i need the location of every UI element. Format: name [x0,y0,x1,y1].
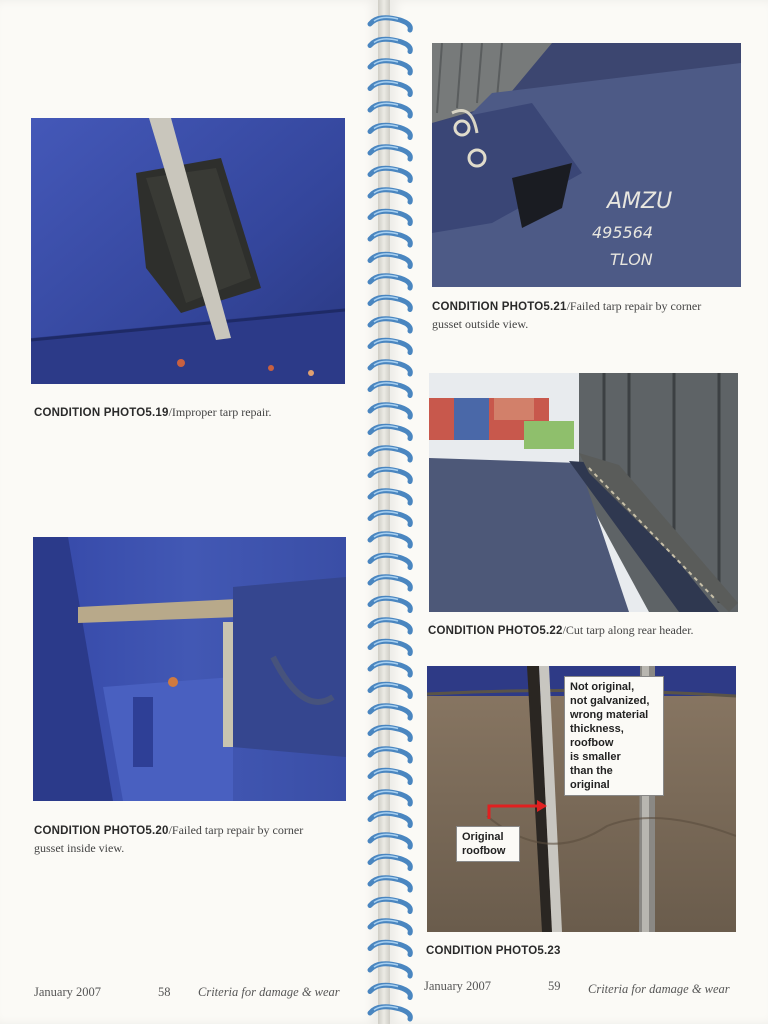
chalk-text-amzu: AMZU [607,189,673,214]
caption-label: CONDITION PHOTO5.21 [432,301,567,313]
callout-original-roofbow [456,826,520,862]
footer-title-text: Criteria for damage & wear [198,985,340,999]
callout-line: Original [462,831,504,843]
callout-line: wrong material [570,709,649,721]
callout-line: than the [570,765,613,777]
footer-title-right [588,982,730,997]
caption-text: /Failed tarp repair by corner [566,299,702,313]
photo-5-20 [33,537,346,801]
caption-5-23 [426,942,746,960]
footer-page-number-right: 59 [548,979,561,993]
callout-line: thickness, [570,723,624,735]
callout-line: roofbow [462,845,506,857]
callout-line: original [570,779,610,791]
caption-label: CONDITION PHOTO5.20 [34,825,169,837]
footer-title-text: Criteria for damage & wear [588,982,730,996]
callout-line: is smaller [570,751,621,763]
caption-5-21 [432,298,752,333]
callout-not-original [564,676,664,796]
photo-5-21 [432,43,741,287]
caption-label: CONDITION PHOTO5.22 [428,625,563,637]
caption-5-19 [34,404,354,422]
photo-5-19 [31,118,345,384]
photo-5-22 [429,373,738,612]
callout-line: Not original, [570,681,635,693]
caption-label: CONDITION PHOTO5.23 [426,945,561,957]
caption-text: /Improper tarp repair. [168,405,272,419]
footer-date-right: January 2007 [424,979,491,993]
caption-text-line2: gusset outside view. [432,317,529,331]
caption-5-22 [428,622,748,640]
callout-line: roofbow [570,737,614,749]
footer-date-left: January 2007 [34,985,101,999]
callout-line: not galvanized, [570,695,650,707]
caption-5-20 [34,822,354,857]
chalk-text-tlon: TLON [610,250,653,269]
spiral-binding [356,0,426,1024]
footer-page-number-left: 58 [158,985,171,999]
chalk-text-number: 495564 [592,223,654,242]
caption-text: /Failed tarp repair by corner [168,823,304,837]
caption-label: CONDITION PHOTO5.19 [34,407,169,419]
caption-text-line2: gusset inside view. [34,841,125,855]
caption-text: /Cut tarp along rear header. [562,623,694,637]
footer-title-left [198,985,340,1000]
